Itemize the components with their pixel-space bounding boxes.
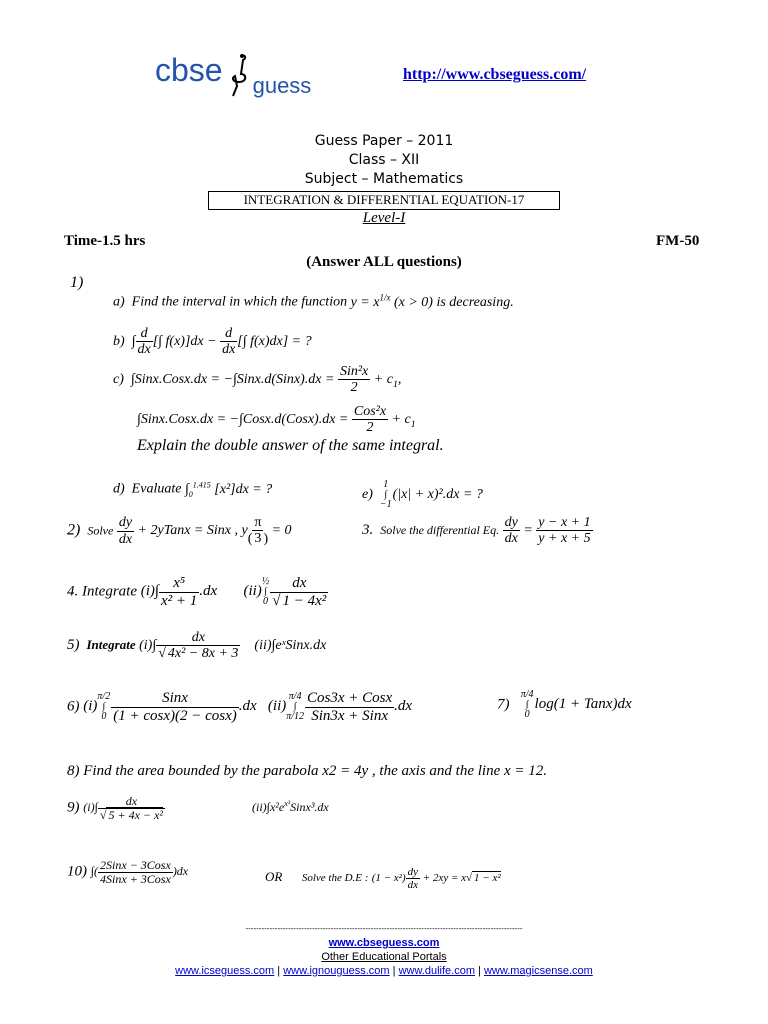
footer-link-dulife[interactable]: www.dulife.com — [398, 965, 475, 977]
footer-links: www.icseguess.com | www.ignouguess.com | www.dulife.com | www.magicsense.com — [175, 965, 593, 977]
q9: 9) (i)∫ $\frac{dx}{\text{√ 5 + 4x − x²}}$ — [67, 794, 163, 823]
q5: 5) Integrate (i)∫ $\frac{dx}{\text{√ 4x² − 8x + 3}}$ (ii)∫eˣSinx.dx — [67, 630, 327, 662]
logo-text: cbse — [155, 52, 223, 88]
level-title: Level-I — [362, 210, 406, 226]
paper-title: Guess Paper – 2011 — [314, 133, 454, 149]
q1e: e) 1 ∫ −1(|x| + x)².dx = ? — [362, 479, 483, 510]
logo — [155, 52, 312, 98]
q10-or: OR Solve the D.E : (1 − x²) $\frac{dy}{dx}$ + 2xy = x√ 1 − x² — [265, 866, 501, 892]
footer-link-magicsense[interactable]: www.magicsense.com — [483, 965, 593, 977]
q1d: d) Evaluate $\int_0^{1.415}$ [x²]dx = ? — [113, 480, 273, 499]
q1c-explain: Explain the double answer of the same integral. — [137, 437, 444, 454]
q3: 3. Solve the differential Eq. $\frac{dy}{dx}$ = $\frac{y - x + 1}{y + x + 5}$ — [362, 515, 591, 547]
footer-rule: -------------------------------------------------------------------------------------------------------- — [245, 924, 523, 933]
footer-site-link[interactable]: www.cbseguess.com — [328, 937, 440, 949]
q1-number: 1) — [70, 274, 84, 291]
flamingo-icon — [227, 52, 249, 92]
q1a: a) Find the interval in which the function $y = x^{1/x}$ (x > 0) is decreasing. — [113, 292, 514, 310]
site-url-link[interactable]: http://www.cbseguess.com/ — [403, 66, 587, 83]
q9-ii: $(ii)\int x^2e^{x^3}Sinx^3.dx$ — [252, 799, 329, 814]
class-title: Class – XII — [348, 152, 420, 168]
q1b: b) ∫ $\frac{d}{dx}$ [∫ f(x)]dx − $\frac{d}{dx}$ [∫ f(x)dx] = ? — [113, 326, 312, 358]
q1c: c) ∫Sinx.Cosx.dx = −∫Sinx.d(Sinx).dx = $\frac{\text{Sin²x}}{2}$ + $c_1$, — [113, 364, 402, 396]
footer-link-icse[interactable]: www.icseguess.com — [175, 965, 275, 977]
q7: 7) π/4 ∫ 0log(1 + Tanx)dx — [497, 689, 632, 720]
subject-title: Subject – Mathematics — [304, 171, 464, 187]
q1c-second: ∫Sinx.Cosx.dx = −∫Cosx.d(Cosx).dx = $\frac{\text{Cos²x}}{2}$ + $c_1$ — [137, 404, 416, 436]
q8: 8) Find the area bounded by the parabola x2 = 4y , the axis and the line x = 12. — [67, 763, 548, 779]
q4: 4. Integrate (i)∫ $\frac{\text{x⁵}}{\text{x² + 1}}$ .dx (ii)½ ∫ 0 $\frac{dx}{\text{√ 1 − 4x²}}$ — [67, 575, 327, 609]
fm-label: FM-50 — [656, 233, 700, 249]
topic-title: INTEGRATION & DIFFERENTIAL EQUATION-17 — [208, 191, 560, 210]
logo-sub: guess — [252, 73, 312, 98]
footer-other-portals: Other Educational Portals — [321, 951, 447, 963]
footer-link-ignou[interactable]: www.ignouguess.com — [283, 965, 390, 977]
q2: 2) Solve $\frac{dy}{dx}$ + 2yTanx = Sinx , y( $\frac{\pi}{3}$ ) = 0 — [67, 515, 292, 547]
time-label: Time-1.5 hrs — [64, 233, 146, 249]
instruction: (Answer ALL questions) — [306, 254, 462, 270]
q6: 6) (i)π/2 ∫ 0 $\frac{\text{Sinx}}{(1 + \cos x)(2 - \cos x)}$ .dx (ii)π/4 ∫ π/12 $\frac{\text{Cos3x + Cosx}}{\text{Sin3x + Sinx}}$ .dx — [67, 690, 413, 724]
q10: 10) ∫( $\frac{\text{2Sinx − 3Cosx}}{\text{4Sinx + 3Cosx}}$ )dx — [67, 858, 189, 887]
